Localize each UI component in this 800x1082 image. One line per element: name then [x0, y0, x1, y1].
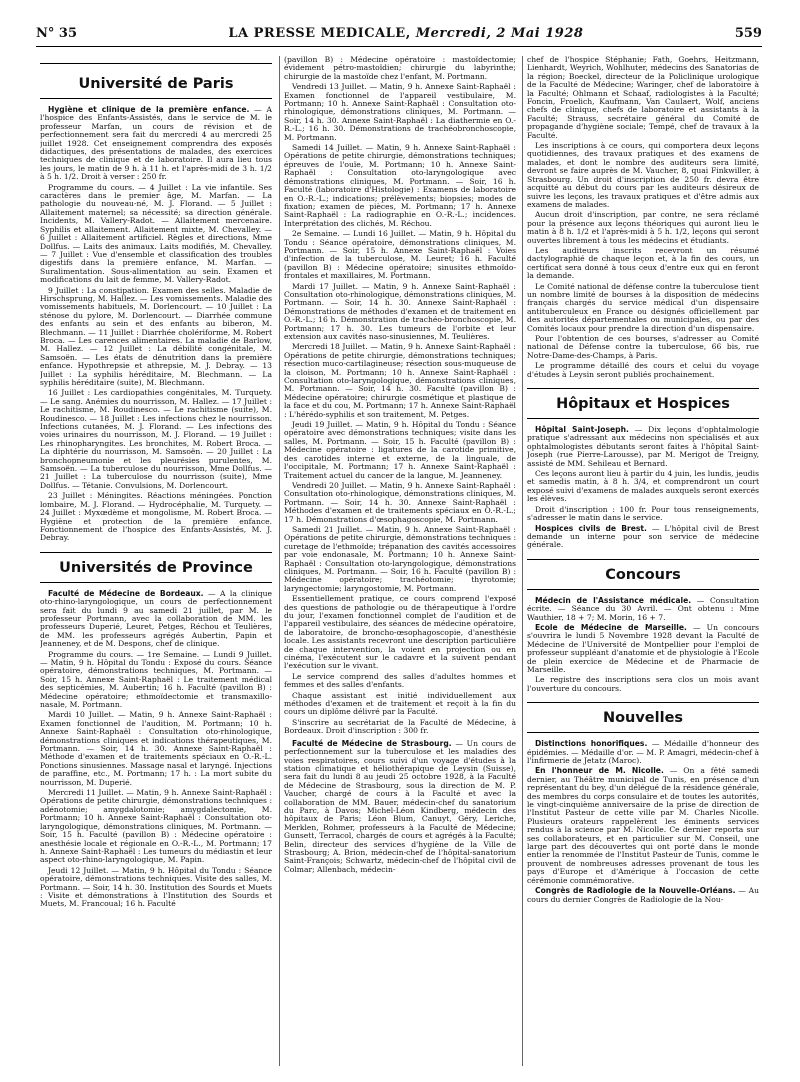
- rule-thin: [527, 418, 759, 419]
- article-paragraph: Jeudi 12 Juillet. — Matin, 9 h. Hôpital du Tondu : Séance opératoire, démonstrations techniques. Visite des salles, M. Portmann. — Soir, 14 h. 30. Institution des Sourds et Muets : Visite et démonstrations à l'Institution des Sourds et Muets, M. Francoual; 16 h. Faculté: [40, 865, 272, 909]
- article-paragraph: Droit d'inscription : 100 fr. Pour tous renseignements, s'adresser le matin dans le service.: [527, 504, 759, 523]
- article-paragraph: Essentiellement pratique, ce cours comprend l'exposé des questions de pathologie ou de thérapeutique à l'ordre du jour, l'examen fonctionnel complet de l'audition et de l'appareil vestibulaire, des séances de médecine opératoire, de laboratoire, de broncho-œsophagoscopie, d'anesthésie locale. Les assistants recevront une description particulière de chaque intervention, la voient en projection ou en cinéma, l'exécutent sur le cadavre et la suivent pendant l'exécution sur le vivant.: [284, 594, 516, 671]
- article-paragraph: [527, 740, 759, 765]
- page-number: 559: [734, 26, 762, 41]
- column-2: [284, 56, 516, 1066]
- article-heading: En l'honneur de M. Nicolle.: [535, 766, 664, 776]
- article-heading: Faculté de Médecine de Strasbourg.: [292, 738, 452, 748]
- section-banner: [527, 381, 759, 426]
- article-paragraph: Mercredi 18 Juillet. — Matin, 9 h. Annexe Saint-Raphaël : Opérations de petite chirurgie, démonstrations techniques; résection muco-cartilagineuse; résection sous-muqueuse de la cloison, M. Portmann; 10 h. Annexe Saint-Raphaël : Consultation oto-laryngologique, démonstrations cliniques, M. Portmann. — Soir, 14 h. 30. Faculté (pavillon B) : Médecine opératoire; chirurgie cosmétique et plastique de la face et du cou, M. Portmann; 17 h. Annexe Saint-Raphaël : L'hérédo-syphilis et son traitement, M. Petges.: [284, 342, 516, 419]
- article-paragraph: Aucun droit d'inscription, par contre, ne sera réclamé pour la présence aux leçons théoriques qui auront lieu le matin à 8 h. 1/2 et l'après-midi à 5 h. 1/2, leçons qui seront ouvertes librement à tous les médecins et étudiants.: [527, 210, 759, 245]
- article-paragraph: Vendredi 13 Juillet. — Matin, 9 h. Annexe Saint-Raphaël : Examen fonctionnel de l'appareil vestibulaire, M. Portmann; 10 h. Annexe Saint-Raphaël : Consultation oto-rhinologique, démonstrations cliniques, M. Portmann. — Soir, 14 h. 30. Annexe Saint-Raphaël : La diathermie en O.-R.-L.; 16 h. 30. Démonstrations de trachéobronchoscopie, M. Portmann.: [284, 82, 516, 142]
- article-paragraph: 23 Juillet : Méningites. Réactions méningées. Ponction lombaire, M. J. Florand. — Hydrocéphalie, M. Turquety. — 24 Juillet : Myxœdème et mongolisme, M. Robert Broca. — Hygiène et protection de la première enfance. Fonctionnement de l'hospice des Enfants-Assistés, M. J. Debray.: [40, 491, 272, 543]
- column-divider: [522, 56, 523, 1066]
- issue-number: N° 35: [36, 26, 77, 41]
- article-paragraph: [527, 887, 759, 904]
- article-heading: Médecin de l'Assistance médicale.: [535, 595, 692, 605]
- section-banner: [527, 552, 759, 597]
- article-paragraph: Mardi 10 Juillet. — Matin, 9 h. Annexe Saint-Raphaël : Examen fonctionnel de l'audition, M. Portmann; 10 h. Annexe Saint-Raphaël : Consultation oto-rhinologique, démonstrations cliniques et indications thérapeutiques, M. Portmann. — Soir, 14 h. 30. Annexe Saint-Raphaël : Méthode d'examen et de traitements spéciaux en O.-R.-L. Ponctions sinusiennes. Massage nasal et laryngé. Injections de paraffine, etc., M. Portmann; 17 h. : La mort subite du nourrisson, M. Duperié.: [40, 710, 272, 787]
- article-paragraph: [40, 590, 272, 649]
- article-text: — A la clinique oto-rhino-laryngologique, un cours de perfectionnement sera fait du lundi 9 au samedi 21 juillet, par M. le professeur Portmann, avec la collaboration de MM. les professeurs Duperié, Leuret, Petges, Réchou et Teulières, de MM. les professeurs agrégés Aubertin, Papin et Jeanneney, et de M. Despons, chef de clinique.: [40, 588, 272, 649]
- article-heading: Hospices civils de Brest.: [535, 523, 647, 533]
- article-text: — Au cours du dernier Congrès de Radiologie de la Nou-: [527, 886, 759, 904]
- section-title-hopitaux: Hôpitaux et Hospices: [556, 396, 730, 413]
- article-paragraph: Mardi 17 Juillet. — Matin, 9 h. Annexe Saint-Raphaël : Consultation oto-rhinologique, démonstrations cliniques, M. Portmann. — Soir, 14 h. 30. Annexe Saint-Raphaël : Démonstrations de méthodes d'examen et de traitement en O.-R.-L.; 16 h. Démonstration de trachéo-bronchoscopie, M. Portmann; 17 h. 30. Les tumeurs de l'orbite et leur extension aux cavités naso-sinusiennes, M. Teulières.: [284, 281, 516, 341]
- section-banner: [40, 56, 272, 106]
- section-title-concours: Concours: [605, 566, 681, 583]
- issue-date: Mercredi, 2 Mai 1928: [415, 26, 584, 41]
- article-paragraph: Chaque assistant est initié individuellement aux méthodes d'examen et de traitement et reçoit à la fin du cours un diplôme délivré par la Faculté.: [284, 690, 516, 717]
- article-heading: Faculté de Médecine de Bordeaux.: [48, 588, 204, 598]
- journal-name: LA PRESSE MEDICALE,: [228, 26, 411, 41]
- section-title-nouvelles: Nouvelles: [602, 710, 684, 727]
- rule-thick: [40, 63, 272, 64]
- article-text: — On a fêté samedi dernier, au Théâtre municipal de Tunis, en présence d'un représentant du bey, d'un délégué de la résidence générale, des membres du corps consulaire et de toutes les autorités, le vingt-cinquième anniversaire de la prise de direction de l'Institut Pasteur de cette ville par M. Charles Nicolle. Plusieurs orateurs rappelèrent les éminents services rendus à la science par M. Nicolle. Ce dernier reporta sur ses collaborateurs, et en particulier sur M. Conseil, une large part des découvertes qui ont porté dans le monde entier la renommée de l'Institut Pasteur de Tunis, comme le prouvent de nombreuses adresses provenant de tous les pays d'Europe et d'Amérique à l'occasion de cette cérémonie commémorative.: [527, 766, 759, 885]
- article-paragraph: S'inscrire au secrétariat de la Faculté de Médecine, à Bordeaux. Droit d'inscription : 300 fr.: [284, 717, 516, 736]
- article-paragraph: 2e Semaine. — Lundi 16 Juillet. — Matin, 9 h. Hôpital du Tondu : Séance opératoire, démonstrations cliniques, M. Portmann. — Soir, 15 h. Annexe Saint-Raphaël : Voies d'infection de la tuberculose, M. Leuret; 16 h. Faculté (pavillon B) : Médecine opératoire; sinusites ethmoïdo-frontales et maxillaires, M. Portmann.: [284, 229, 516, 281]
- article-paragraph: Programme du cours. — 4 Juillet : La vie infantile. Ses caractères dans le premier âge, M. Marfan. — La pathologie du nouveau-né, M. J. Florand. — 5 Juillet : Allaitement maternel; sa nécessité; sa direction générale. Incidents, M. Vallery-Radot. — Allaitement mercenaire. Syphilis et allaitement. Allaitement mixte, M. Chevalley. — 6 Juillet : Allaitement artificiel. Règles et directions, Mme Dollfus. — Laits des animaux. Laits modifiés, M. Chevalley. — 7 Juillet : Vue d'ensemble et classification des troubles digestifs dans la première enfance, M. Marfan. — Suralimentation. Sous-alimentation au sein. Examen et modifications du lait de femme, M. Vallery-Radot.: [40, 182, 272, 285]
- article-paragraph: Pour l'obtention de ces bourses, s'adresser au Comité national de Défense contre la tuberculose, 66 bis, rue Notre-Dame-des-Champs, à Paris.: [527, 334, 759, 360]
- section-banner: [40, 545, 272, 590]
- article-paragraph: Jeudi 19 Juillet. — Matin, 9 h. Hôpital du Tondu : Séance opératoire avec démonstrations techniques; visite dans les salles, M. Portmann. — Soir, 15 h. Faculté (pavillon B) : Médecine opératoire : ligatures de la carotide primitive, des carotides interne et externe, de la linguale, de l'occipitale, M. Portmann; 17 h. Annexe Saint-Raphaël : Traitement actuel du cancer de la langue, M. Jeanneney.: [284, 420, 516, 480]
- article-text: — Dix leçons d'ophtalmologie pratique s'adressant aux médecins non spécialisés et aux ophtalmologistes débutants seront faites à l'hôpital Saint-Joseph (rue Pierre-Larousse), par M. Merigot de Treigny, assisté de MM. Sehileau et Bernard.: [527, 425, 759, 468]
- rule-thick: [527, 559, 759, 560]
- article-paragraph: 16 Juillet : Les cardiopathies congénitales, M. Turquety. — Le sang. Anémies du nourrisson, M. Hallez. — 17 Juillet : Le rachitisme, M. Roudinesco. — Le rachitisme (suite), M. Roudinesco. — 18 Juillet : Les infections chez le nourrisson. Infections cutanées, M. J. Florand. — Les infections des voies urinaires du nourrisson, M. J. Florand. — 19 Juillet : Les rhinopharyngites. Les bronchites, M. Robert Broca. — La diphtérie du nourrisson, M. Samsoën. — 20 Juillet : La bronchopneumonie et les pleurésies purulentes, M. Samsoën. — La tuberculose du nourrisson, Mme Dollfus. — 21 Juillet : La tuberculose du nourrisson (suite), Mme Dollfus. — Tétanie. Convulsions, M. Dorlencourt.: [40, 388, 272, 490]
- article-heading: Congrès de Radiologie de la Nouvelle-Orléans.: [535, 886, 736, 896]
- article-heading: Hygiène et clinique de la première enfance.: [48, 105, 250, 114]
- article-paragraph: [527, 597, 759, 622]
- rule-thin: [527, 589, 759, 590]
- rule-thin: [40, 582, 272, 583]
- page-header: [36, 26, 762, 47]
- article-paragraph: [527, 624, 759, 674]
- article-text: — Un concours s'ouvrira le lundi 5 Novembre 1928 devant la Faculté de Médecine de l'Université de Montpellier pour l'emploi de professeur suppléant d'anatomie et de physiologie à l'Ecole de plein exercice de Médecine et de Pharmacie de Marseille.: [527, 622, 759, 674]
- article-paragraph: Le Comité national de défense contre la tuberculose tient un nombre limité de bourses à la disposition de médecins français chargés du service médical d'un dispensaire antituberculeux en France ou désignés officiellement par des autorités départementales ou municipales, ou par des Comités locaux pour prendre la direction d'un dispensaire.: [527, 281, 759, 333]
- article-paragraph: chef de l'hospice Stéphanie; Fath, Goehrs, Heitzmann, Lienhardt, Weyrich, Wohlhuter, médecins des Sanatorias de la région; Boeckel, directeur de la Policlinique urologique de la Faculté de Médecine; Waringer, chef de laboratoire à la Faculté; Ohlmann et Schaaf, radiologistes à la Faculté; Foncin, Froelich, Kaufmann, Van Caulaert, Wolf, anciens chefs de clinique, chefs de laboratoire et assistants à la Faculté; Strauss, secrétaire général du Comité de propagande d'hygiène sociale; Tempé, chef de travaux à la Faculté.: [527, 56, 759, 140]
- article-paragraph: [527, 525, 759, 550]
- article-text: — Consultation écrite. — Séance du 30 Avril. — Ont obtenu : Mme Wauthier, 18 + 7; M. Morin, 16 + 7.: [527, 595, 759, 622]
- section-banner: [527, 695, 759, 740]
- article-heading: Ecole de Médecine de Marseille.: [535, 622, 687, 632]
- article-heading: Distinctions honorifiques.: [535, 739, 648, 749]
- rule-thick: [40, 552, 272, 553]
- article-paragraph: 9 Juillet : La constipation. Examen des selles. Maladie de Hirschsprung, M. Hallez. — Les vomissements. Maladie des vomissements habituels, M. Dorlencourt. — 10 Juillet : La sténose du pylore, M. Dorlencourt. — Diarrhée commune des enfants au sein et des enfants au biberon, M. Blechmann. — 11 Juillet : Diarrhée cholériforme, M. Robert Broca. — Les carences alimentaires. La maladie de Barlow, M. Hallez. — 12 Juillet : La débilité congénitale, M. Samsoën. — Les états de dénutrition dans la première enfance. Hypothrepsie et athrepsie, M. J. Debray. — 13 Juillet : La syphilis héréditaire, M. Blechmann. — La syphilis héréditaire (suite), M. Blechmann.: [40, 285, 272, 387]
- article-paragraph: Programme du cours. — 1re Semaine. — Lundi 9 Juillet. — Matin, 9 h. Hôpital du Tondu : Exposé du cours. Séance opératoire, démonstrations techniques, M. Portmann. — Soir, 15 h. Annexe Saint-Raphaël : Le traitement médical des septicémies, M. Aubertin; 16 h. Faculté (pavillon B) : Médecine opératoire; ethmoïdectomie et transmaxillo-nasale, M. Portmann.: [40, 649, 272, 709]
- rule-thin: [527, 732, 759, 733]
- article-paragraph: (pavillon B) : Médecine opératoire : mastoïdectomie; évidement pétro-mastoïdien; chirurgie du labyrinthe; chirurgie de la mastoïde chez l'enfant, M. Portmann.: [284, 56, 516, 81]
- article-paragraph: Les auditeurs inscrits recevront un résumé dactylographié de chaque leçon et, à la fin des cours, un certificat sera donné à tous ceux d'entre eux qui en feront la demande.: [527, 245, 759, 281]
- section-title-universite-paris: Université de Paris: [78, 76, 234, 92]
- rule-thin: [40, 98, 272, 99]
- article-text: — Médaille d'honneur des épidémies. — Médaille d'or. — M. P. Amagri, médecin-chef à l'infirmerie de Jetatz (Maroc).: [527, 739, 759, 765]
- article-text: — A l'hospice des Enfants-Assistés, dans le service de M. le professeur Marfan, un cours de révision et de perfectionnement sera fait du mercredi 4 au mercredi 25 juillet 1928. Cet enseignement comprendra des exposés didactiques, des présentations de malades, des exercices techniques de clinique et de laboratoire. Il aura lieu tous les jours, le matin de 9 h. à 11 h. et l'après-midi de 3 h. 1/2 à 5 h. 1/2. Droit à verser : 250 fr.: [40, 105, 272, 182]
- column-3: [527, 56, 759, 1066]
- article-paragraph: Samedi 14 Juillet. — Matin, 9 h. Annexe Saint-Raphaël : Opérations de petite chirurgie, démonstrations techniques; épreuves de l'ouïe, M. Portmann; 10 h. Annexe Saint-Raphaël : Consultation oto-laryngologique avec démonstrations cliniques, M. Portmann. — Soir, 16 h. Faculté (laboratoire d'Histologie) : Examens de laboratoire en O.-R.-L.; indications; prélèvements; biopsies; modes de fixation; examen de pièces, M. Portmann; 17 h. Annexe Saint-Raphaël : La radiographie en O.-R.-L.; incidences. Interprétation des clichés, M. Réchou.: [284, 143, 516, 228]
- rule-thick: [527, 702, 759, 703]
- masthead-title: [228, 26, 583, 41]
- article-paragraph: Le service comprend des salles d'adultes hommes et femmes et des salles d'enfants.: [284, 671, 516, 690]
- article-paragraph: Les inscriptions à ce cours, qui comportera deux leçons quotidiennes, des travaux pratiques et des examens de malades, et dont le nombre des auditeurs sera limité, devront se faire auprès de M. Vaucher, 8, quai Finkwiller, à Strasbourg. Un droit d'inscription de 250 fr. devra être acquitté au début du cours par les auditeurs désireux de suivre les leçons, les travaux pratiques et d'être admis aux examens de malades.: [527, 141, 759, 209]
- article-paragraph: Mercredi 11 Juillet. — Matin, 9 h. Annexe Saint-Raphaël : Opérations de petite chirurgie, démonstrations techniques : adénotomie; amygdalotomie; amygdalectomie, M. Portmann; 10 h. Annexe Saint-Raphaël : Consultation oto-laryngologique, démonstrations cliniques, M. Portmann. — Soir, 15 h. Faculté (pavillon B) : Médecine opératoire : anesthésie locale et régionale en O.-R.-L., M. Portmann; 17 h. Annexe Saint-Raphaël : Les tumeurs du médiastin et leur aspect oto-rhino-laryngologique, M. Papin.: [40, 788, 272, 865]
- article-paragraph: [40, 106, 272, 182]
- article-paragraph: Vendredi 20 Juillet. — Matin, 9 h. Annexe Saint-Raphaël : Consultation oto-rhinologique, démonstrations cliniques, M. Portmann. — Soir, 14 h. 30. Annexe Saint-Raphaël : Méthodes d'examen et de traitements spéciaux en O.-R.-L.; 17 h. Démonstrations d'œsophagoscopie, M. Portmann.: [284, 480, 516, 524]
- article-paragraph: [527, 767, 759, 885]
- article-paragraph: Ces leçons auront lieu à partir du 4 juin, les lundis, jeudis et samedis matin, à 8 h. 3/4, et comprendront un court exposé suivi d'examens de malades auxquels seront exercés les élèves.: [527, 469, 759, 504]
- article-paragraph: Le registre des inscriptions sera clos un mois avant l'ouverture du concours.: [527, 675, 759, 693]
- rule-thick: [527, 388, 759, 389]
- column-divider: [279, 56, 280, 1066]
- article-paragraph: Samedi 21 Juillet. — Matin, 9 h. Annexe Saint-Raphaël : Opérations de petite chirurgie, démonstrations techniques : curetage de l'ethmoïde; trépanation des cavités accessoires par voie endonasale, M. Portmann; 10 h. Annexe Saint-Raphaël : Consultation oto-laryngologique, démonstrations cliniques, M. Portmann. — Soir, 16 h. Faculté (pavillon B) : Médecine opératoire; trachéotomie; thyrotomie; laryngectomie; laryngostomie, M. Portmann.: [284, 524, 516, 593]
- article-paragraph: [284, 740, 516, 875]
- article-text: — Un cours de perfectionnement sur la tuberculose et les maladies des voies respiratoires, cours suivi d'un voyage d'études à la station climatique et héliothérapique de Leysin (Suisse), sera fait du lundi 8 au jeudi 25 octobre 1928, à la Faculté de Médecine de Strasbourg, sous la direction de M. P. Vaucher, chargé de cours à la Faculté et avec la collaboration de MM. Bauer, médecin-chef du sanatorium du Parc, à Davos; Michel-Léon Kindberg, médecin des hôpitaux de Paris; Léon Blum, Canuyt, Géry, Leriche, Merklen, Rohmer, professeurs à la Faculté de Médecine; Gunsett, Terracol, chargés de cours et agrégés à la Faculté; Belin, directeur des services d'hygiène de la Ville de Strasbourg; A. Brion, médecin-chef de l'hôpital-sanatorium Saint-François; Schwartz, médecin-chef de l'hôpital civil de Colmar; Allenbach, médecin-: [284, 738, 516, 874]
- article-text: — L'hôpital civil de Brest demande un interne pour son service de médecine générale.: [527, 523, 759, 550]
- article-heading: Hôpital Saint-Joseph.: [535, 425, 629, 435]
- article-paragraph: [527, 426, 759, 468]
- article-paragraph: Le programme détaillé des cours et celui du voyage d'études à Leysin seront publiés prochainement.: [527, 361, 759, 379]
- column-1: [40, 56, 272, 1066]
- section-title-universites-province: Universités de Province: [59, 559, 253, 576]
